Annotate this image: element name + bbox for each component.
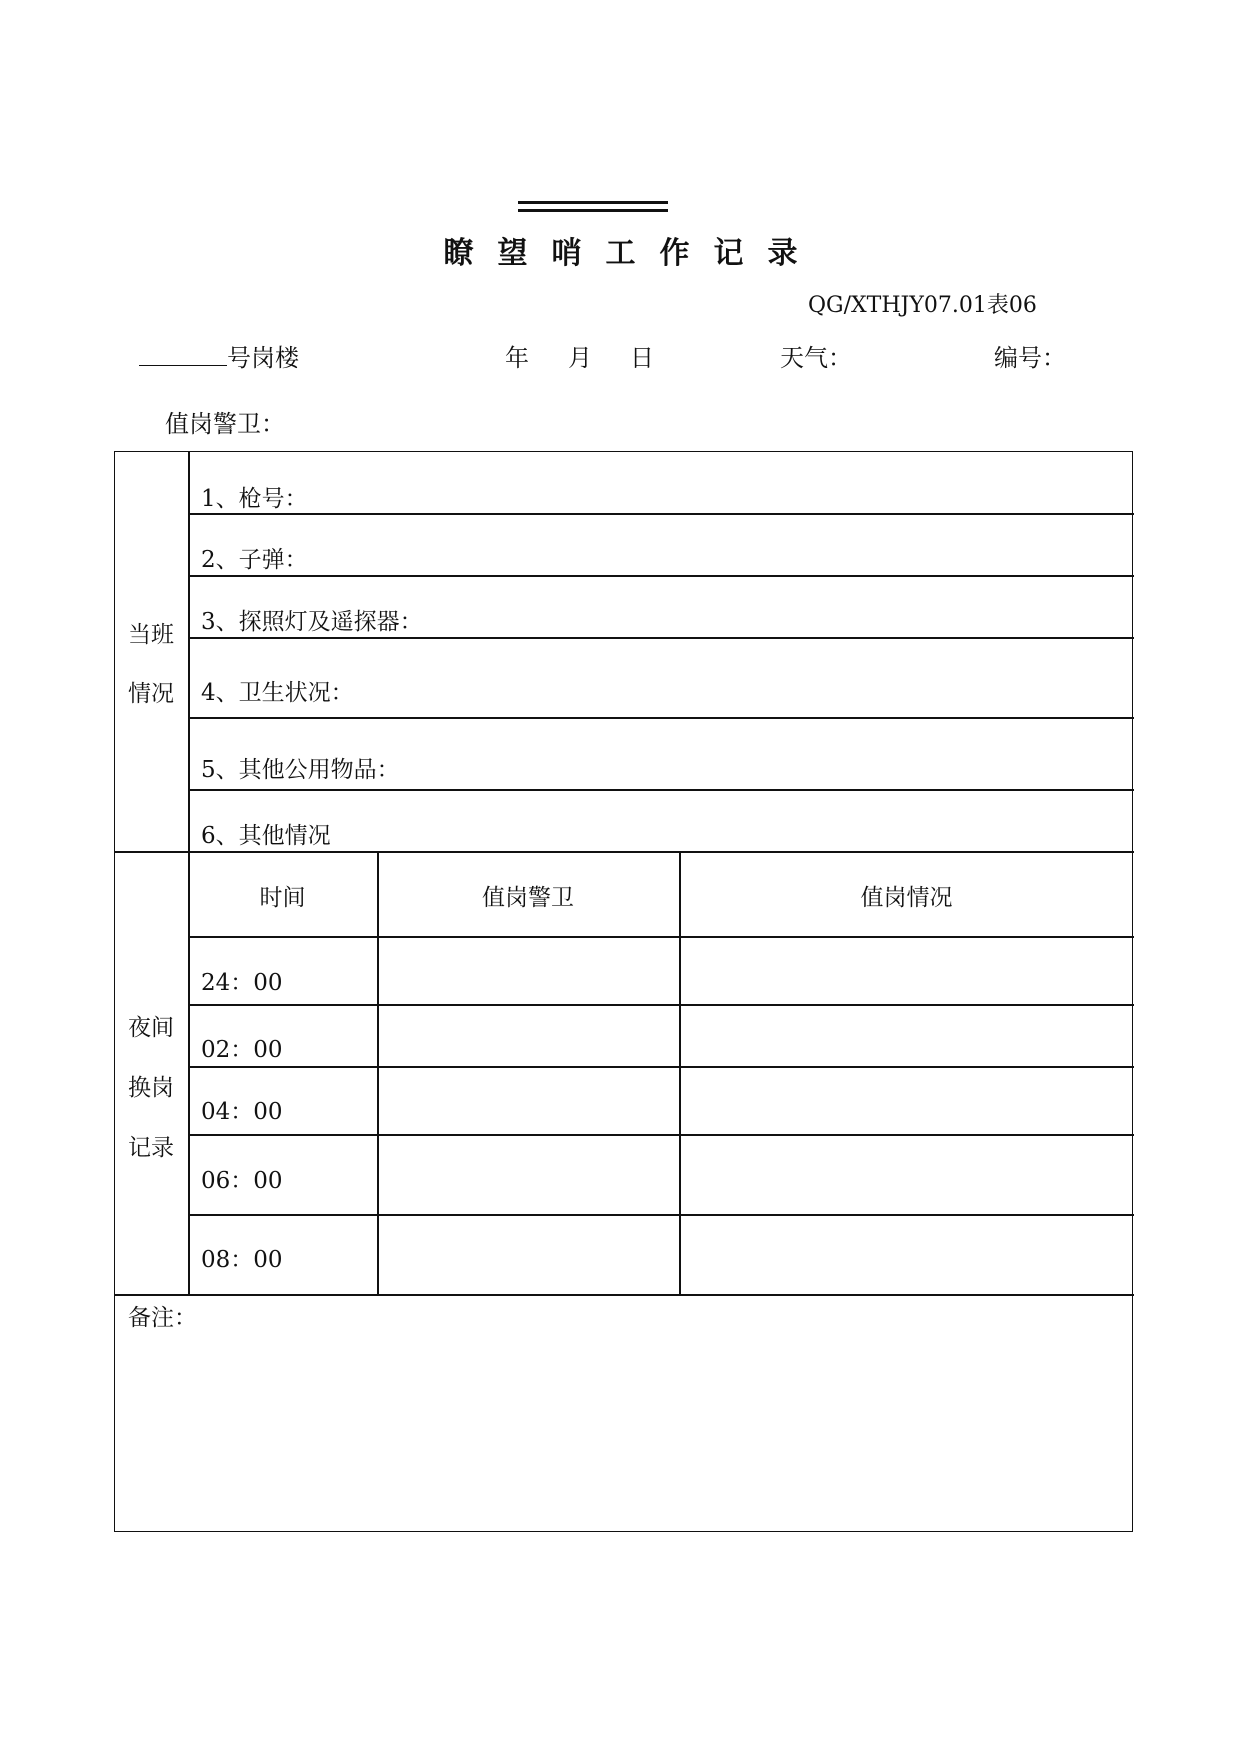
night-row-line-3 [188, 1066, 1134, 1068]
night-row-line-2 [188, 1004, 1134, 1006]
shift-row-line-4 [188, 717, 1134, 719]
time-cell-5: 08：00 [201, 1247, 283, 1273]
label-column-divider [188, 452, 190, 1294]
time-cell-3: 04：00 [201, 1099, 283, 1125]
shift-item-5: 5、其他公用物品： [201, 757, 400, 783]
night-col-divider-2 [679, 851, 681, 1294]
record-table [114, 451, 1133, 1532]
shift-row-line-2 [188, 575, 1134, 577]
shift-item-3: 3、探照灯及遥探器： [201, 609, 423, 635]
post-suffix: 号岗楼 [227, 344, 299, 372]
title-double-line-top [518, 201, 668, 204]
night-row-line-5 [188, 1214, 1134, 1216]
year-label: 年 [505, 344, 529, 372]
column-header-status: 值岗情况 [860, 885, 953, 911]
section-divider-1 [115, 851, 1134, 853]
time-cell-1: 24：00 [201, 970, 283, 996]
shift-item-2: 2、子弹： [201, 547, 308, 573]
time-cell-2: 02：00 [201, 1037, 283, 1063]
remarks-label: 备注： [128, 1305, 197, 1331]
night-col-divider-1 [377, 851, 379, 1294]
day-label: 日 [630, 344, 654, 372]
page-title: 瞭望哨工作记录 [443, 236, 822, 271]
shift-item-1: 1、枪号： [201, 486, 308, 512]
shift-item-6: 6、其他情况 [201, 823, 331, 849]
shift-label-line1: 当班 [128, 622, 174, 648]
night-row-line-1 [188, 936, 1134, 938]
column-header-guard: 值岗警卫 [482, 885, 574, 911]
guard-label: 值岗警卫： [165, 410, 285, 438]
number-label: 编号： [994, 344, 1066, 372]
form-code: QG/XTHJY07.01表06 [808, 293, 1037, 318]
shift-row-line-1 [188, 513, 1134, 515]
night-label-line3: 记录 [128, 1135, 174, 1161]
section-divider-2 [115, 1294, 1134, 1296]
column-header-time: 时间 [259, 885, 306, 911]
time-cell-4: 06：00 [201, 1168, 283, 1194]
shift-row-line-5 [188, 789, 1134, 791]
month-label: 月 [568, 344, 592, 372]
night-row-line-4 [188, 1134, 1134, 1136]
post-field [139, 338, 299, 373]
post-number-blank [139, 343, 227, 366]
shift-row-line-3 [188, 637, 1134, 639]
shift-item-4: 4、卫生状况： [201, 680, 354, 706]
night-label-line1: 夜间 [128, 1015, 174, 1041]
shift-label-line2: 情况 [128, 681, 174, 707]
night-label-line2: 换岗 [128, 1075, 174, 1101]
weather-label: 天气： [780, 344, 852, 372]
title-double-line-bottom [518, 209, 668, 212]
